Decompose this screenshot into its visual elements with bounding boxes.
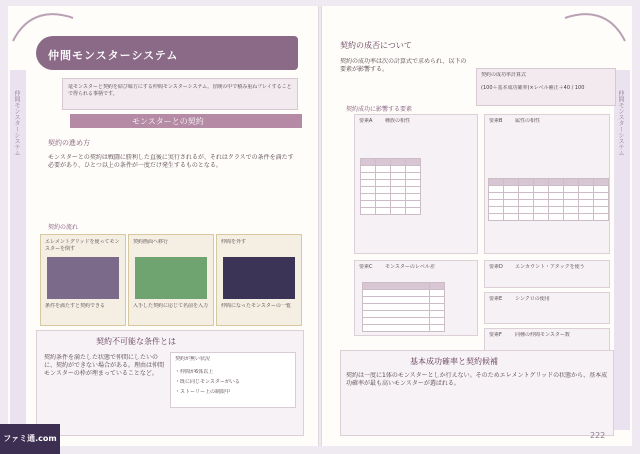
factor-box: 要素C モンスターのレベル差 [354, 260, 478, 336]
intro-text: 竜モンスターと契約を結び味方にする仲間モンスターシステム。冒険の中で積み重ねプレイすることで得られる事柄です。 [68, 84, 292, 97]
page-gutter [318, 6, 322, 446]
factor-box: 要素B 属性の相性 [484, 114, 610, 254]
check-title: 契約不可能な条件とは [96, 337, 176, 346]
subheading: 契約の進め方 [48, 139, 90, 147]
factor-box: 要素A 種族の相性 [354, 114, 478, 254]
section-title: モンスターとの契約 [132, 117, 204, 126]
check-body: 契約条件を満たした状態で仲間にしたいのに、契約ができない場合がある。理由は仲間モンスターの枠が埋まっていることなど。 [44, 354, 164, 377]
level-table [362, 282, 445, 332]
affinity-table [360, 158, 421, 215]
check-title: 基本成功確率と契約候補 [410, 357, 498, 366]
conditions-box: 契約が無い状況 ・仲間が6体以上 ・既に同じモンスターがいる ・ストーリー上の制限中 [170, 352, 296, 408]
screenshot [135, 257, 207, 299]
check-body: 契約は一度に1体のモンスターとしか行えない。そのためエレメントグリッドの状態から、基本成功確率が最も高いモンスターが選ばれる。 [346, 372, 608, 387]
section-bar [70, 114, 302, 128]
step-card: エレメントグリッドを使ってモンスターを倒す 条件を満たすと契約できる [40, 234, 126, 326]
factors-label: 契約成功に影響する要素 [346, 106, 413, 113]
screenshot [47, 257, 119, 299]
step-card: 仲間を外す 仲間になったモンスターの一覧 [216, 234, 302, 326]
factor-box: 要素F 同種の仲間モンスター数 [484, 328, 610, 356]
body-text: モンスターとの契約は戦闘に勝利した直後に実行されるが、それはクラスでの条件を満たす必要があり、ひとつ以上の条件が一度だけ発生するものとなる。 [48, 154, 294, 169]
left-side-tab: 仲間モンスターシステム [10, 70, 26, 430]
screenshot [223, 257, 295, 299]
page-title: 仲間モンスターシステム [48, 49, 179, 62]
ornament-icon [560, 6, 630, 46]
steps-label: 契約の流れ [48, 224, 79, 231]
step-card: 契約画面へ移行 入手した契約に応じて名前を入力 [128, 234, 214, 326]
right-body: 契約の成功率は次の計算式で求められ、以下の要素が影響する。 [340, 58, 467, 73]
right-side-tab: 仲間モンスターシステム [614, 70, 630, 430]
element-table [488, 178, 609, 221]
calc-box: 契約の成功率計算式 (100＋基本成功確率)×レベル補正＋40 / 100 [476, 68, 616, 106]
factor-box: 要素D エンカウント・アタックを使う [484, 260, 610, 288]
page-number: 222 [590, 431, 606, 440]
factor-box: 要素E シンクロの使用 [484, 292, 610, 324]
right-title: 契約の成否について [340, 41, 412, 50]
publisher-logo: ファミ通.com [0, 424, 60, 454]
